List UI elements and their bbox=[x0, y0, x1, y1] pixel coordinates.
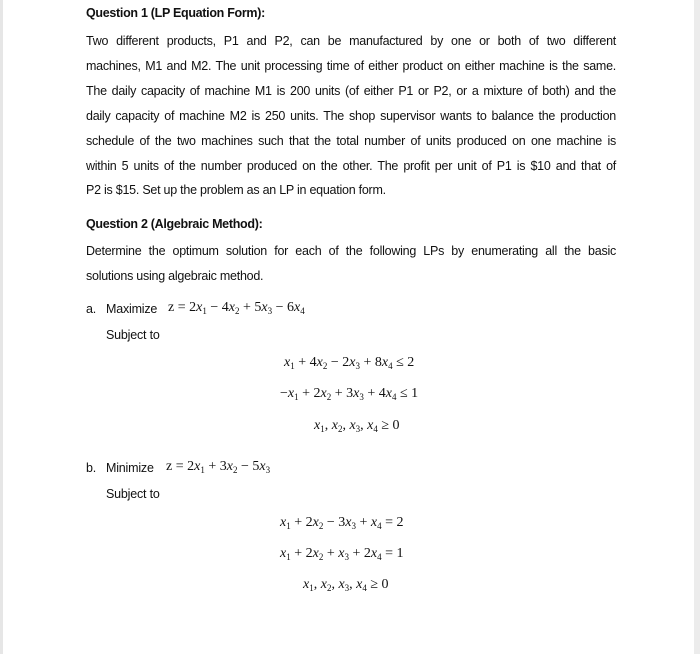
question-1-line-3: The daily capacity of machine M1 is 200 units (of either P1 or P2, or a mixture of both) and the bbox=[86, 84, 616, 98]
question-1-line-4: daily capacity of machine M2 is 250 units. The shop supervisor wants to balance the production bbox=[86, 109, 616, 123]
part-a-marker: a. bbox=[86, 302, 97, 316]
part-a-constraint-2: $-x_1 + 2x_2 + 3x_3 + 4x_4 \le 1$ bbox=[280, 386, 419, 402]
part-a-label: Maximize bbox=[106, 302, 158, 316]
question-1-line-5: schedule of the two machines such that the total number of units produced on one machine is bbox=[86, 134, 616, 148]
question-1-line-7: P2 is $15. Set up the problem as an LP in equation form. bbox=[86, 183, 386, 197]
part-b-nonnegativity: $x_1$, $x_2$, $x_3$, $x_4 \ge 0$ bbox=[303, 577, 389, 593]
question-1-heading: Question 1 (LP Equation Form): bbox=[86, 6, 265, 20]
question-1-line-2: machines, M1 and M2. The unit processing time of either product on either machine is the same. bbox=[86, 59, 616, 73]
part-b-constraint-1: $x_1 + 2x_2 - 3x_3 + x_4 = 2$ bbox=[280, 515, 404, 531]
part-a-subject-to: Subject to bbox=[106, 328, 160, 342]
part-b-constraint-2: $x_1 + 2x_2 + x_3 + 2x_4 = 1$ bbox=[280, 546, 404, 562]
part-b-subject-to: Subject to bbox=[106, 487, 160, 501]
part-a-objective: $z = 2x_1 - 4x_2 + 5x_3 - 6x_4$ bbox=[168, 300, 305, 316]
question-2-heading: Question 2 (Algebraic Method): bbox=[86, 217, 263, 231]
question-1-line-1: Two different products, P1 and P2, can be manufactured by one or both of two different bbox=[86, 34, 616, 48]
question-2-line-1: Determine the optimum solution for each of the following LPs by enumerating all the basic bbox=[86, 244, 616, 258]
question-1-line-6: within 5 units of the number produced on the other. The profit per unit of P1 is $10 and that of bbox=[86, 159, 616, 173]
part-b-label: Minimize bbox=[106, 461, 154, 475]
part-b-objective: $z = 2x_1 + 3x_2 - 5x_3$ bbox=[166, 459, 271, 475]
part-a-nonnegativity: $x_1$, $x_2$, $x_3$, $x_4 \ge 0$ bbox=[314, 418, 400, 434]
question-2-line-2: solutions using algebraic method. bbox=[86, 269, 264, 283]
part-a-constraint-1: $x_1 + 4x_2 - 2x_3 + 8x_4 \le 2$ bbox=[284, 355, 415, 371]
part-b-marker: b. bbox=[86, 461, 97, 475]
